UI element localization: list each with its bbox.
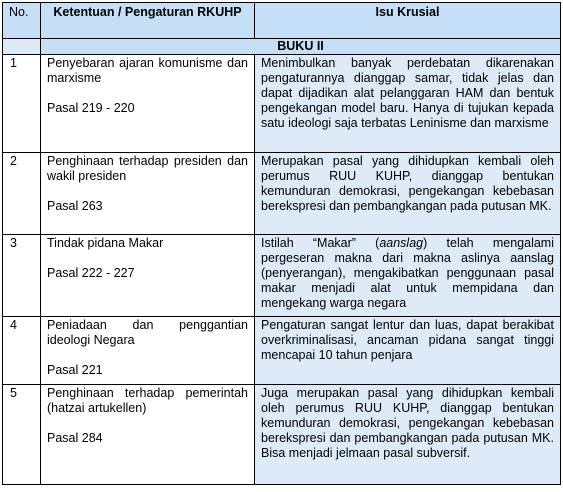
ketentuan-text: Tindak pidana Makar [47,236,164,250]
isu-cell: Pengaturan sangat lentur dan luas, dapat berakibat overkriminalisasi, ancaman pidana sangat tinggi mencapai 10 tahun penjara [255,317,561,385]
pasal-text: Pasal 263 [47,199,103,213]
ketentuan-text: Penghinaan terhadap presiden dan wakil presiden [47,154,248,183]
ketentuan-text: Penyebaran ajaran komunisme dan marxisme [47,56,248,85]
isu-cell: Juga merupakan pasal yang dihidupkan kembali oleh perumus RUU KUHP, dianggap bentukan kemunduran demokrasi, pengekangan kebebasan berekspresi dan pembangkangan pada putusan MK. Bisa menjadi jelmaan pasal subversif. [255,385,561,485]
table-header-row [3,3,561,39]
isu-cell: Merupakan pasal yang dihidupkan kembali oleh perumus RUU KUHP, dianggap bentukan kemunduran demokrasi, pengekangan kebebasan berekspresi dan pembangkangan pada putusan MK. [255,153,561,235]
isu-cell: Menimbulkan banyak perdebatan dikarenakan pengaturannya dianggap samar, tidak jelas dan dapat dijadikan alat pelanggaran HAM dan bentuk pengekangan model baru. Hanya di tujukan kepada satu ideologi saja terbatas Leninisme dan marxisme [255,55,561,153]
rkuhp-issues-table [2,2,561,485]
header-isu: Isu Krusial [255,3,561,39]
section-row [3,39,561,55]
pasal-text: Pasal 219 - 220 [47,101,135,115]
section-title: BUKU II [41,39,561,55]
pasal-text: Pasal 222 - 227 [47,266,135,280]
row-number: 3 [3,235,41,317]
header-no: No. [3,3,41,39]
pasal-text: Pasal 284 [47,431,103,445]
row-number: 1 [3,55,41,153]
row-number: 4 [3,317,41,385]
header-ketentuan: Ketentuan / Pengaturan RKUHP [41,3,255,39]
ketentuan-text: Penghinaan terhadap pemerintah (hatzai artukellen) [47,386,248,415]
table-row [3,153,561,235]
ketentuan-text: Peniadaan dan penggantian ideologi Negara [47,318,248,347]
ketentuan-cell [41,317,255,385]
table-row [3,385,561,485]
table-row [3,235,561,317]
section-spacer [3,39,41,55]
isu-text-post: ) telah mengalami pergeseran makna dari makna aslinya aanslag (penyerangan), mengakibatkan penggunaan pasal makar menjadi alat untuk mempidana dan mengekang warga negara [261,236,554,310]
ketentuan-cell [41,55,255,153]
row-number: 2 [3,153,41,235]
row-number: 5 [3,385,41,485]
isu-text-italic: aanslag [379,236,424,250]
table-row [3,317,561,385]
table-row [3,55,561,153]
ketentuan-cell [41,153,255,235]
isu-text-pre: Istilah “Makar” ( [261,236,380,250]
ketentuan-cell [41,235,255,317]
pasal-text: Pasal 221 [47,363,103,377]
isu-cell [255,235,561,317]
ketentuan-cell [41,385,255,485]
